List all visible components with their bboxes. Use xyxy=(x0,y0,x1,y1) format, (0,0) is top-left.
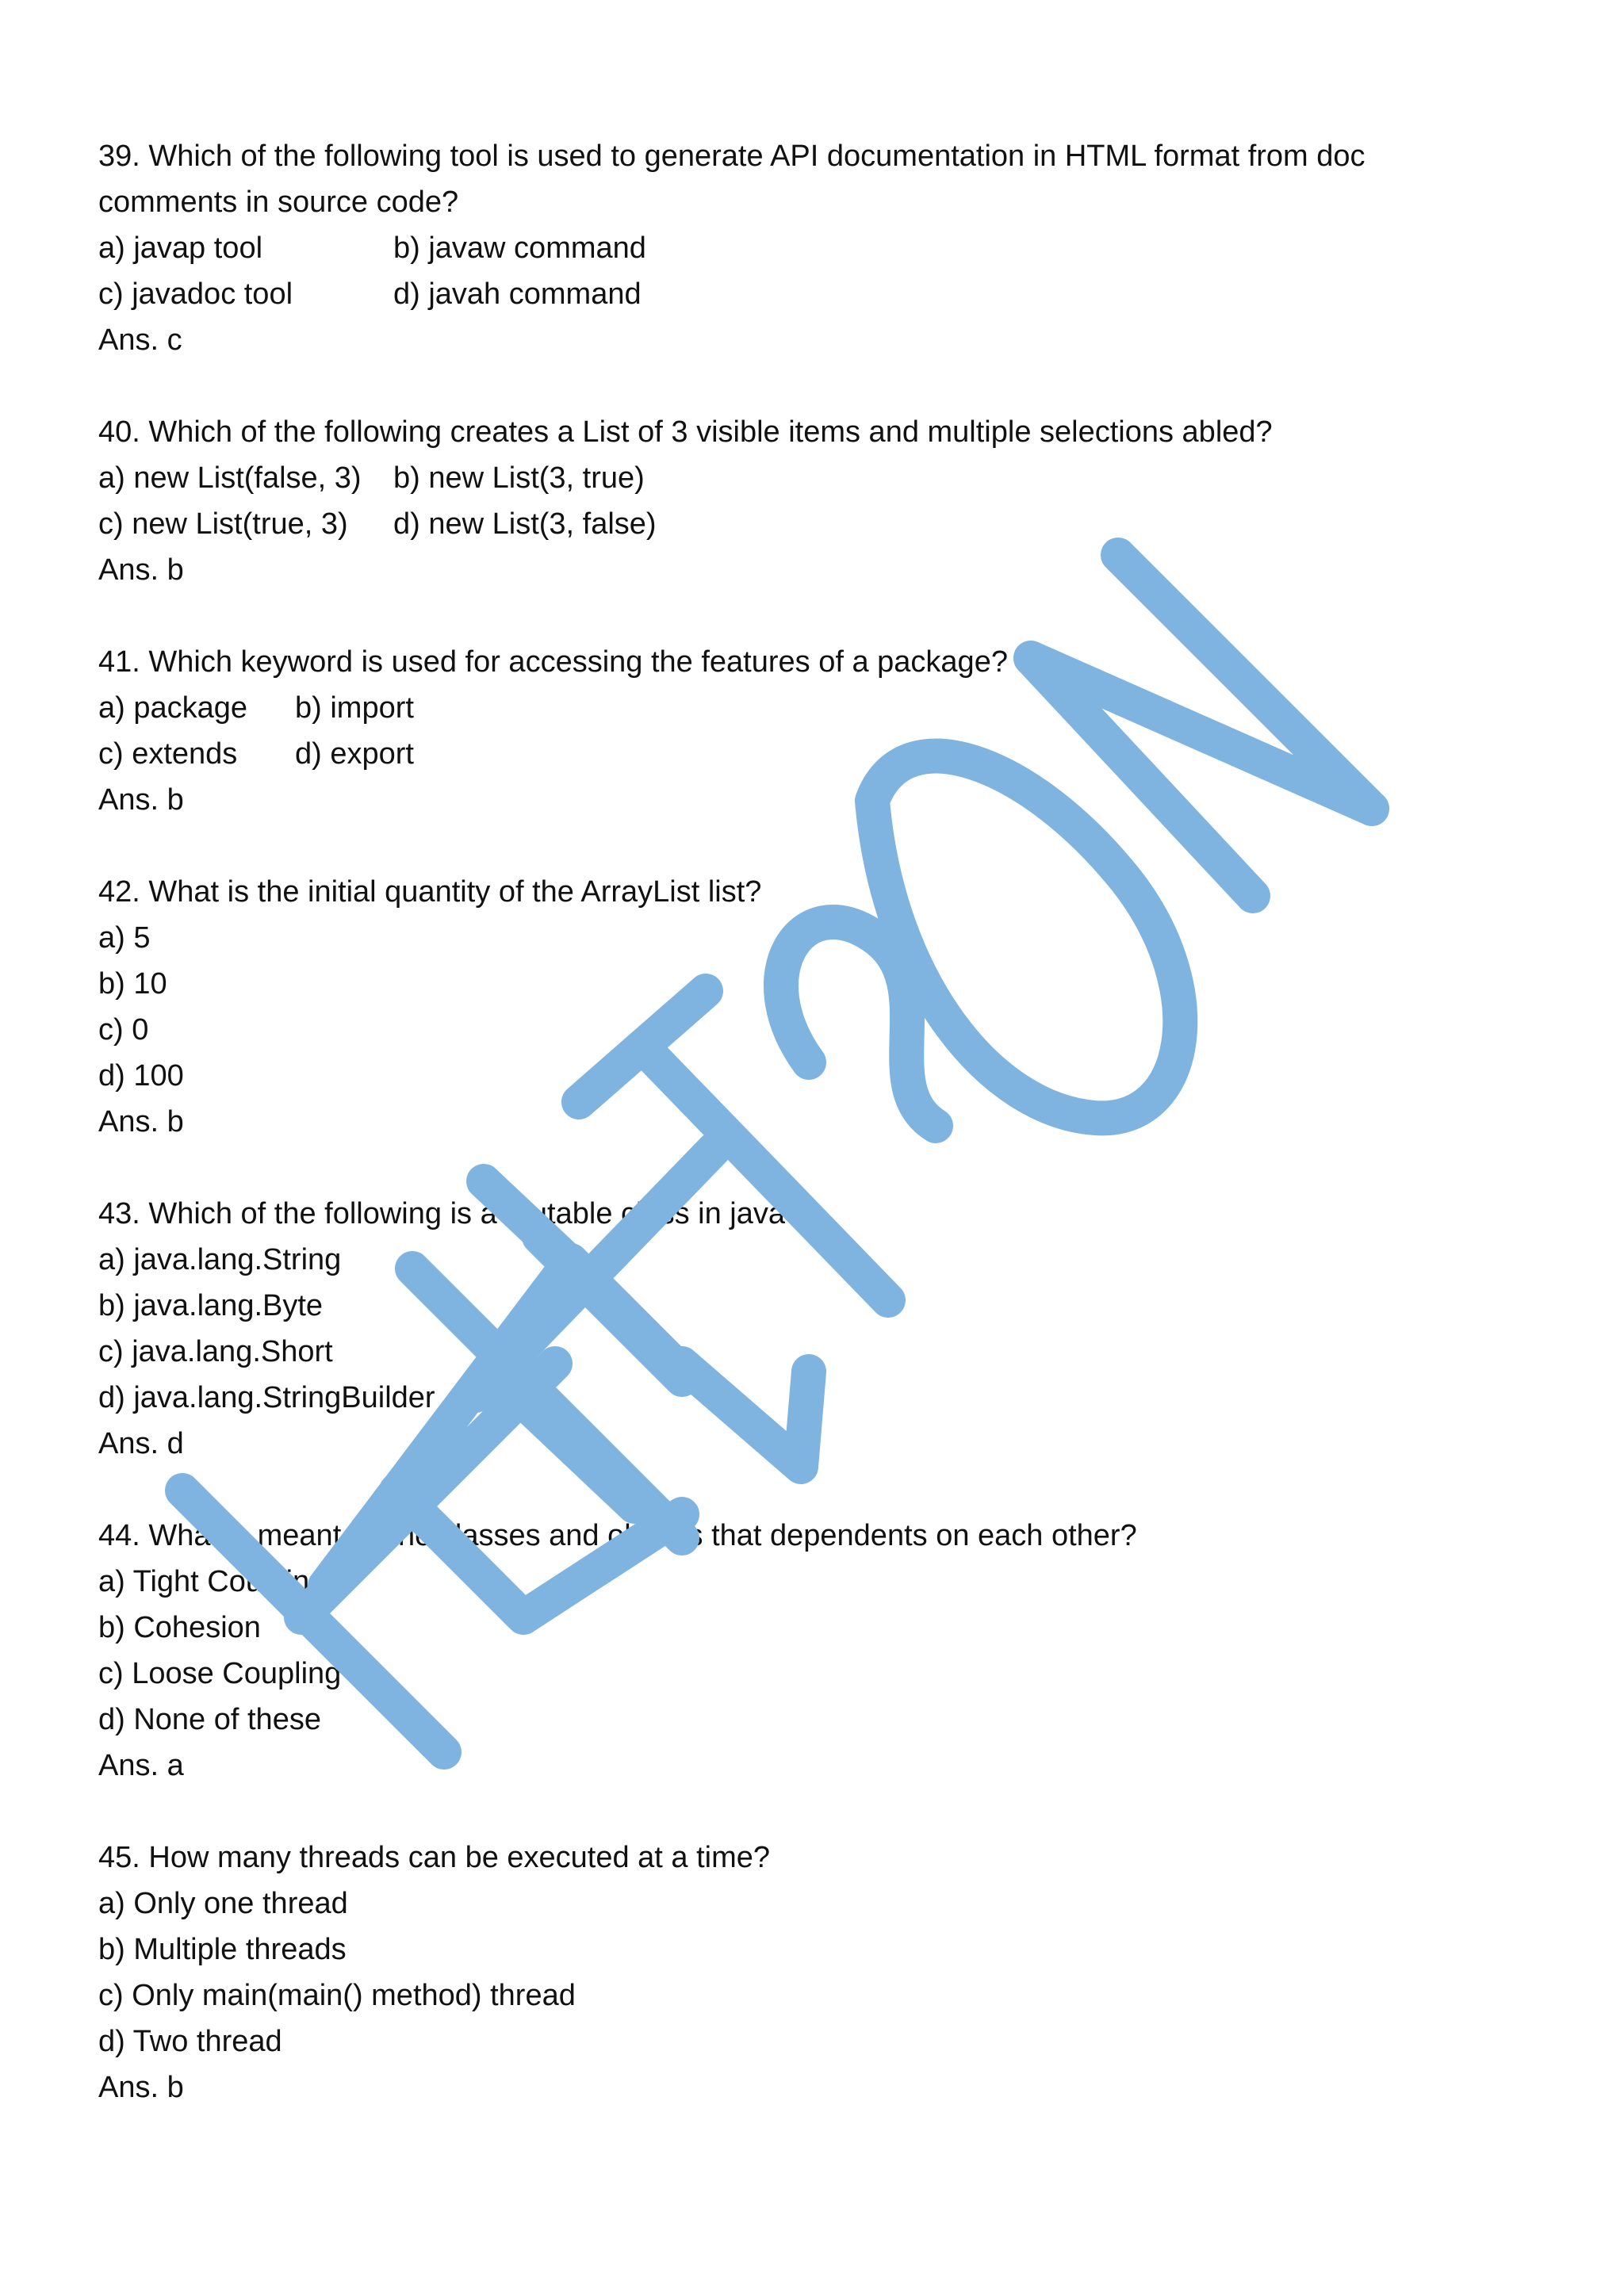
option-c: c) Loose Coupling xyxy=(98,1657,342,1690)
option-a: a) Only one thread xyxy=(98,1887,348,1920)
answer-text: Ans. a xyxy=(98,1749,184,1782)
question-text: 45. How many threads can be executed at a time? xyxy=(98,1841,771,1874)
question-43 xyxy=(98,1191,1526,1467)
option-row xyxy=(98,501,1526,547)
option-c: c) 0 xyxy=(98,1013,149,1047)
option-b: b) new List(3, true) xyxy=(393,461,645,495)
option-row xyxy=(98,731,1526,777)
option-row xyxy=(98,685,1526,731)
option-b: b) 10 xyxy=(98,967,167,1001)
option-d: d) java.lang.StringBuilder xyxy=(98,1381,435,1414)
answer-text: Ans. b xyxy=(98,2071,184,2104)
option-c: c) extends xyxy=(98,737,238,771)
question-text: 43. Which of the following is a mutable class in java? xyxy=(98,1197,802,1230)
option-d: d) 100 xyxy=(98,1059,184,1093)
question-44 xyxy=(98,1513,1526,1789)
option-b: b) javaw command xyxy=(393,232,646,265)
option-b: b) import xyxy=(295,691,414,725)
answer-text: Ans. d xyxy=(98,1427,184,1460)
answer-text: Ans. b xyxy=(98,783,184,817)
option-a: a) 5 xyxy=(98,921,151,955)
option-d: d) javah command xyxy=(393,277,642,311)
answer-text: Ans. b xyxy=(98,1105,184,1138)
option-a: a) package xyxy=(98,691,248,725)
option-d: d) export xyxy=(295,737,414,771)
question-text: 42. What is the initial quantity of the ArrayList list? xyxy=(98,875,762,909)
option-b: b) Multiple threads xyxy=(98,1933,347,1966)
option-c: c) new List(true, 3) xyxy=(98,507,348,541)
option-a: a) java.lang.String xyxy=(98,1243,342,1276)
option-c: c) java.lang.Short xyxy=(98,1335,333,1368)
question-40 xyxy=(98,409,1526,593)
question-text: 41. Which keyword is used for accessing the features of a package? xyxy=(98,645,1008,679)
option-c: c) Only main(main() method) thread xyxy=(98,1979,576,2012)
option-d: d) Two thread xyxy=(98,2025,282,2058)
question-text: 40. Which of the following creates a List of 3 visible items and multiple selections abled? xyxy=(98,415,1273,449)
option-a: a) Tight Coupling xyxy=(98,1565,327,1598)
option-row xyxy=(98,455,1526,501)
question-42 xyxy=(98,869,1526,1145)
question-41 xyxy=(98,639,1526,823)
question-text: 39. Which of the following tool is used to generate API documentation in HTML format from doc comments in source code? xyxy=(98,140,1365,219)
option-b: b) Cohesion xyxy=(98,1611,261,1644)
option-b: b) java.lang.Byte xyxy=(98,1289,324,1322)
option-a: a) javap tool xyxy=(98,232,263,265)
answer-text: Ans. b xyxy=(98,553,184,587)
question-list xyxy=(98,133,1526,2156)
question-45 xyxy=(98,1835,1526,2110)
question-39 xyxy=(98,133,1526,363)
option-c: c) javadoc tool xyxy=(98,277,293,311)
option-a: a) new List(false, 3) xyxy=(98,461,362,495)
option-row xyxy=(98,225,1526,271)
answer-text: Ans. c xyxy=(98,323,182,357)
option-d: d) new List(3, false) xyxy=(393,507,657,541)
question-text: 44. What is meant by the classes and objects that dependents on each other? xyxy=(98,1519,1137,1552)
option-d: d) None of these xyxy=(98,1703,321,1736)
option-row xyxy=(98,271,1526,317)
